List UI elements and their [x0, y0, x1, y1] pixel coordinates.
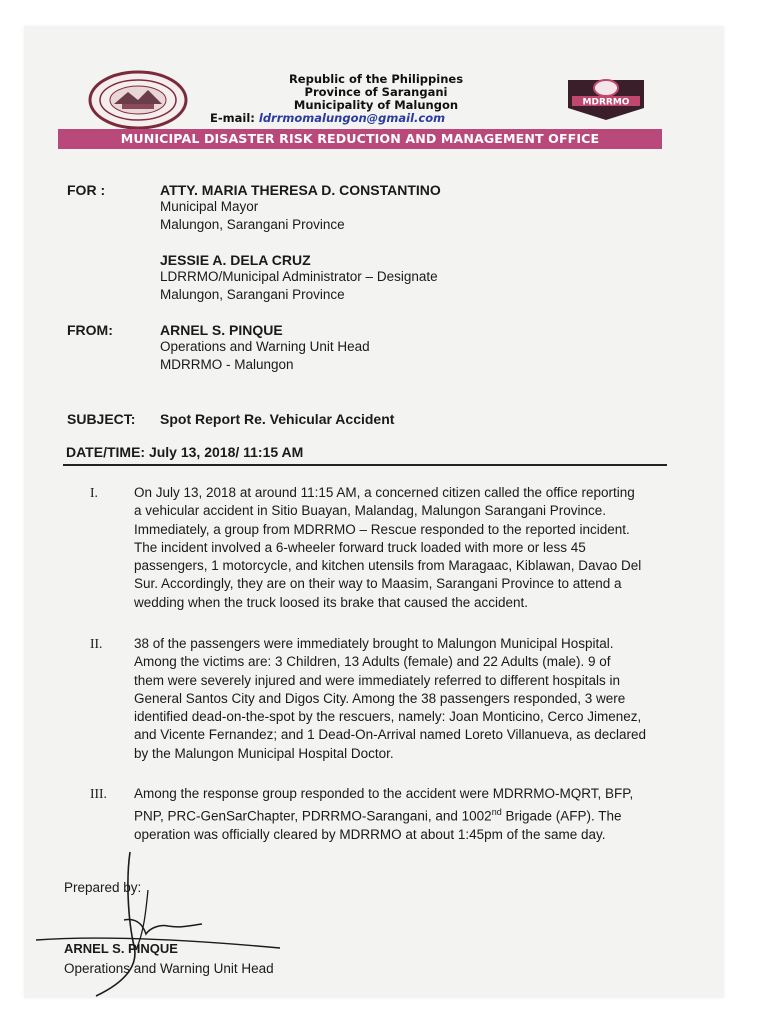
sender-name: ARNEL S. PINQUE [160, 322, 283, 338]
item-3-line: operation was officially cleared by MDRRMO at about 1:45pm of the same day. [134, 827, 606, 843]
item-1-line: The incident involved a 6-wheeler forward truck loaded with more or less 45 [134, 539, 586, 555]
office-banner: MUNICIPAL DISASTER RISK REDUCTION AND MANAGEMENT OFFICE [58, 129, 662, 149]
email-value: ldrrmomalungon@gmail.com [258, 111, 446, 125]
recipient-2 [160, 252, 438, 304]
recipient-1-name: ATTY. MARIA THERESA D. CONSTANTINO [160, 182, 441, 198]
item-3-line-text: PNP, PRC-GenSarChapter, PDRRMO-Sarangani, and 1002 [134, 808, 492, 824]
letterhead-province: Province of Sarangani [304, 85, 448, 99]
recipient-1 [160, 182, 441, 234]
item-2-line: and Vicente Fernandez; and 1 Dead-On-Arrival named Loreto Villanueva, as declared [134, 727, 647, 743]
email-label: E-mail: [210, 111, 255, 125]
subject-text: Spot Report Re. Vehicular Accident [160, 411, 395, 427]
sender-title: Operations and Warning Unit Head [160, 339, 370, 354]
recipient-1-address: Malungon, Sarangani Province [160, 217, 345, 232]
logo-text: MDRRMO [582, 97, 630, 108]
letterhead-email [196, 112, 556, 125]
item-1-line: Sur. Accordingly, they are on their way to Maasim, Sarangani Province to attend a [134, 576, 622, 592]
item-2-line: Among the victims are: 3 Children, 13 Adults (female) and 22 Adults (male). 9 of [134, 654, 611, 670]
mdrrmo-logo-icon [564, 74, 648, 122]
from-label: FROM: [67, 322, 113, 338]
item-2-line: identified dead-on-the-spot by the rescuers, namely: Joan Monticino, Cerco Jimenez, [134, 709, 642, 725]
item-2-line: them were severely injured and were immediately referred to different hospitals in [134, 672, 620, 688]
sender-office: MDRRMO - Malungon [160, 357, 294, 372]
recipient-2-name: JESSIE A. DELA CRUZ [160, 252, 311, 268]
signatory-title: Operations and Warning Unit Head [64, 961, 274, 976]
recipient-1-title: Municipal Mayor [160, 199, 259, 214]
item-2-paragraph [134, 635, 664, 763]
item-3-line [134, 803, 664, 826]
item-1-paragraph [134, 484, 664, 612]
municipality-seal-icon [88, 70, 188, 130]
ordinal-suffix: nd [491, 807, 502, 818]
recipient-2-address: Malungon, Sarangani Province [160, 287, 345, 302]
item-2-line: 38 of the passengers were immediately brought to Malungon Municipal Hospital. [134, 636, 614, 651]
letterhead-country: Republic of the Philippines [288, 72, 464, 86]
item-3-number: III. [90, 786, 107, 801]
item-1-line: wedding when the truck loosed its brake that caused the accident. [134, 594, 528, 610]
subject-label: SUBJECT: [67, 411, 136, 427]
item-1-line: On July 13, 2018 at around 11:15 AM, a concerned citizen called the office reporting [134, 485, 635, 500]
item-3-line: Among the response group responded to the accident were MDRRMO-MQRT, BFP, [134, 786, 634, 801]
letterhead-municipality: Municipality of Malungon [293, 98, 459, 112]
signatory-name: ARNEL S. PINQUE [64, 941, 178, 956]
item-2-number: II. [90, 636, 103, 651]
prepared-by-label: Prepared by: [64, 880, 142, 895]
for-label: FOR : [67, 182, 106, 198]
item-1-line: a vehicular accident in Sitio Buayan, Malandag, Malungon Sarangani Province. [134, 503, 607, 519]
item-3-line-text: Brigade (AFP). The [501, 808, 622, 824]
item-3-paragraph [134, 785, 664, 844]
datetime: DATE/TIME: July 13, 2018/ 11:15 AM [66, 444, 304, 460]
item-2-line: by the Malungon Municipal Hospital Doctor. [134, 745, 394, 761]
item-1-line: Immediately, a group from MDRRMO – Rescue responded to the reported incident. [134, 521, 630, 537]
item-1-line: passengers, 1 motorcycle, and kitchen utensils from Maragaac, Kiblawan, Davao Del [134, 558, 642, 574]
sender [160, 322, 370, 374]
recipient-2-title: LDRRMO/Municipal Administrator – Designate [160, 269, 438, 284]
item-1-number: I. [90, 485, 98, 500]
letterhead [196, 73, 556, 125]
item-2-line: General Santos City and Digos City. Among the 38 passengers responded, 3 were [134, 690, 626, 706]
divider-rule [63, 464, 667, 466]
